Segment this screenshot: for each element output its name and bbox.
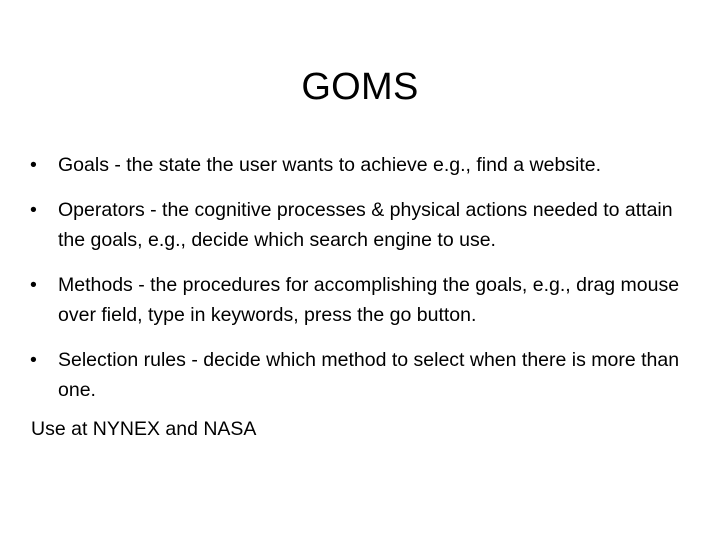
bullet-text: Selection rules - decide which method to select when there is more than one. bbox=[58, 349, 680, 401]
bullet-marker: • bbox=[30, 154, 37, 176]
bullet-item-methods bbox=[30, 270, 690, 330]
bullet-item-operators bbox=[30, 195, 690, 255]
bullet-text: Methods - the procedures for accomplishing the goals, e.g., drag mouse over field, type in keywords, press the go button. bbox=[58, 274, 680, 326]
bullet-marker: • bbox=[30, 199, 37, 221]
slide-title: GOMS bbox=[301, 66, 419, 109]
bullet-text: Goals - the state the user wants to achieve e.g., find a website. bbox=[58, 154, 602, 176]
footer-text: Use at NYNEX and NASA bbox=[31, 418, 257, 440]
bullet-item-goals bbox=[30, 150, 690, 180]
bullet-marker: • bbox=[30, 274, 37, 296]
bullet-item-selection-rules bbox=[30, 345, 690, 405]
bullet-list bbox=[30, 150, 690, 420]
bullet-text: Operators - the cognitive processes & physical actions needed to attain the goals, e.g., decide which search engine to use. bbox=[58, 199, 673, 251]
bullet-marker: • bbox=[30, 349, 37, 371]
